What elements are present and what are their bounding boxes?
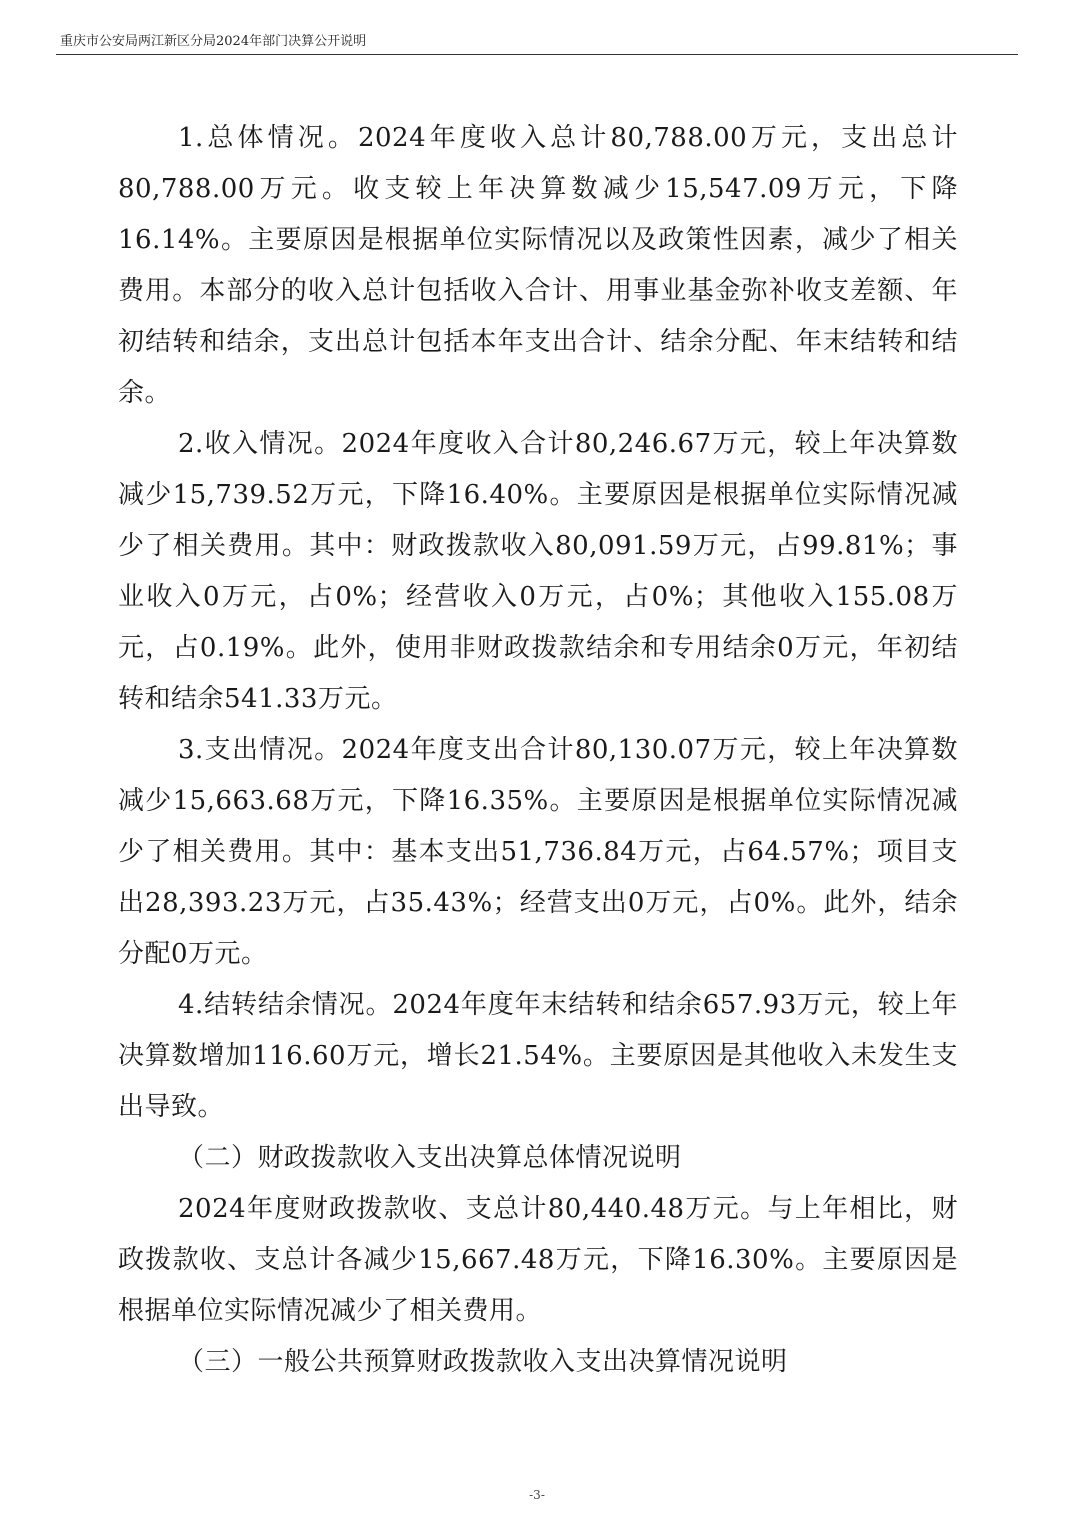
paragraph-income: 2.收入情况。2024年度收入合计80,246.67万元，较上年决算数减少15,739.52万元，下降16.40%。主要原因是根据单位实际情况减少了相关费用。其中：财政拨款收入80,091.59万元，占99.81%；事业收入0万元，占0%；经营收入0万元，占0%；其他收入155.08万元，占0.19%。此外，使用非财政拨款结余和专用结余0万元，年初结转和结余541.33万元。 bbox=[118, 429, 958, 714]
section-heading-general-budget: （三）一般公共预算财政拨款收入支出决算情况说明 bbox=[178, 1347, 788, 1377]
paragraph-overall: 1.总体情况。2024年度收入总计80,788.00万元，支出总计80,788.00万元。收支较上年决算数减少15,547.09万元，下降16.14%。主要原因是根据单位实际情况以及政策性因素，减少了相关费用。本部分的收入总计包括收入合计、用事业基金弥补收支差额、年初结转和结余，支出总计包括本年支出合计、结余分配、年末结转和结余。 bbox=[118, 123, 958, 408]
document-body bbox=[118, 113, 958, 1388]
paragraph-expenditure: 3.支出情况。2024年度支出合计80,130.07万元，较上年决算数减少15,663.68万元，下降16.35%。主要原因是根据单位实际情况减少了相关费用。其中：基本支出51,736.84万元，占64.57%；项目支出28,393.23万元，占35.43%；经营支出0万元，占0%。此外，结余分配0万元。 bbox=[118, 735, 958, 969]
section-heading-fiscal-allocation: （二）财政拨款收入支出决算总体情况说明 bbox=[178, 1143, 682, 1173]
paragraph-carryover: 4.结转结余情况。2024年度年末结转和结余657.93万元，较上年决算数增加116.60万元，增长21.54%。主要原因是其他收入未发生支出导致。 bbox=[118, 990, 958, 1122]
header-divider bbox=[56, 54, 1018, 55]
paragraph-fiscal-allocation: 2024年度财政拨款收、支总计80,440.48万元。与上年相比，财政拨款收、支总计各减少15,667.48万元，下降16.30%。主要原因是根据单位实际情况减少了相关费用。 bbox=[118, 1194, 958, 1326]
page-number: -3- bbox=[529, 1488, 545, 1502]
page-header-title: 重庆市公安局两江新区分局2024年部门决算公开说明 bbox=[60, 34, 367, 49]
